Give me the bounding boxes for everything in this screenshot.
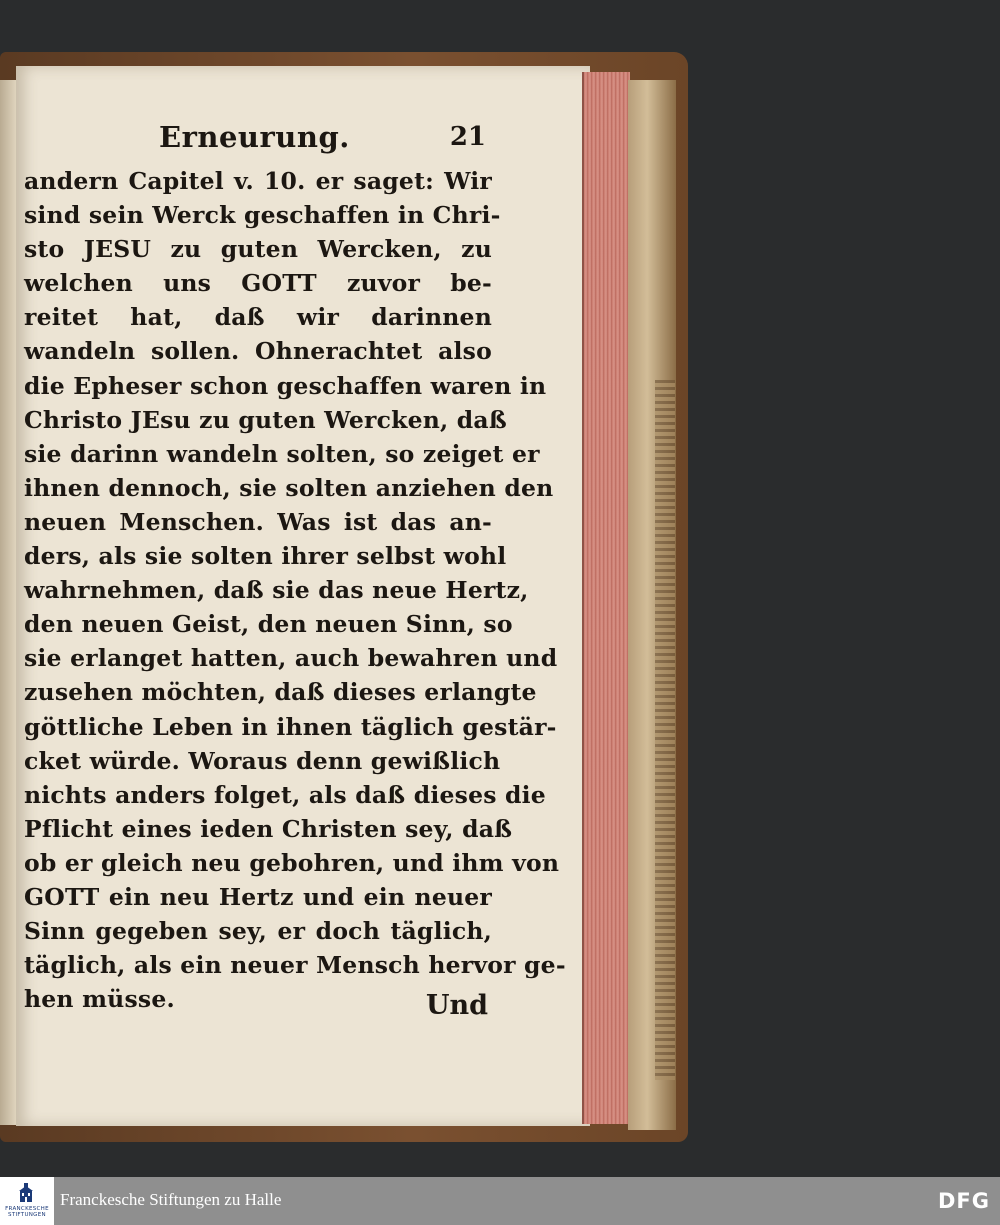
text-line: wahrnehmen, daß sie das neue Hertz, [24, 576, 529, 605]
dfg-logo[interactable]: DFG [937, 1189, 990, 1213]
institution-logo[interactable] [0, 1177, 54, 1225]
text-line: sto JESU zu guten Wercken, zu [24, 235, 492, 264]
fore-edge-foxing [655, 380, 675, 1080]
text-line: sie erlanget hatten, auch bewahren und [24, 644, 558, 673]
text-line: hen müsse. [24, 985, 175, 1014]
text-line: Pflicht eines ieden Christen sey, daß [24, 814, 513, 843]
text-line: sie darinn wandeln solten, so zeiget er [24, 439, 540, 468]
text-line: sind sein Werck geschaffen in Chri- [24, 201, 501, 230]
text-line: den neuen Geist, den neuen Sinn, so [24, 610, 513, 639]
text-line: ihnen dennoch, sie solten anziehen den [24, 473, 554, 502]
catchword: Und [426, 990, 489, 1021]
text-line: die Epheser schon geschaffen waren in [24, 371, 547, 400]
text-line: wandeln sollen. Ohnerachtet also [24, 337, 492, 366]
text-line: reitet hat, daß wir darinnen [24, 303, 492, 332]
text-line: ders, als sie solten ihrer selbst wohl [24, 542, 507, 571]
body-text [24, 164, 566, 1016]
text-line: neuen Menschen. Was ist das an- [24, 507, 492, 536]
francke-building-icon [18, 1183, 34, 1203]
text-line: Sinn gegeben sey, er doch täglich, [24, 917, 492, 946]
running-title: Erneurung. [159, 120, 350, 154]
viewer-footer [0, 1177, 1000, 1225]
page-number: 21 [449, 122, 486, 152]
text-line: täglich, als ein neuer Mensch hervor ge- [24, 951, 566, 980]
text-line: welchen uns GOTT zuvor be- [24, 269, 492, 298]
logo-caption-line: STIFTUNGEN [8, 1212, 46, 1218]
page-header [24, 118, 492, 164]
institution-name[interactable]: Franckesche Stiftungen zu Halle [60, 1190, 282, 1209]
logo-caption [0, 1206, 54, 1218]
text-line: nichts anders folget, als daß dieses die [24, 780, 546, 809]
text-line: ob er gleich neu gebohren, und ihm von [24, 848, 560, 877]
text-line: Christo JEsu zu guten Wercken, daß [24, 405, 507, 434]
page-text-block [24, 118, 566, 1016]
logo-caption-line: FRANCKESCHE [5, 1206, 49, 1212]
text-line: GOTT ein neu Hertz und ein neuer [24, 882, 492, 911]
text-line: andern Capitel v. 10. er saget: Wir [24, 167, 492, 195]
text-line: cket würde. Woraus denn gewißlich [24, 746, 501, 775]
text-line: göttliche Leben in ihnen täglich gestär- [24, 712, 557, 741]
page-block-edges [582, 72, 630, 1124]
text-line: zusehen möchten, daß dieses erlangte [24, 678, 537, 707]
